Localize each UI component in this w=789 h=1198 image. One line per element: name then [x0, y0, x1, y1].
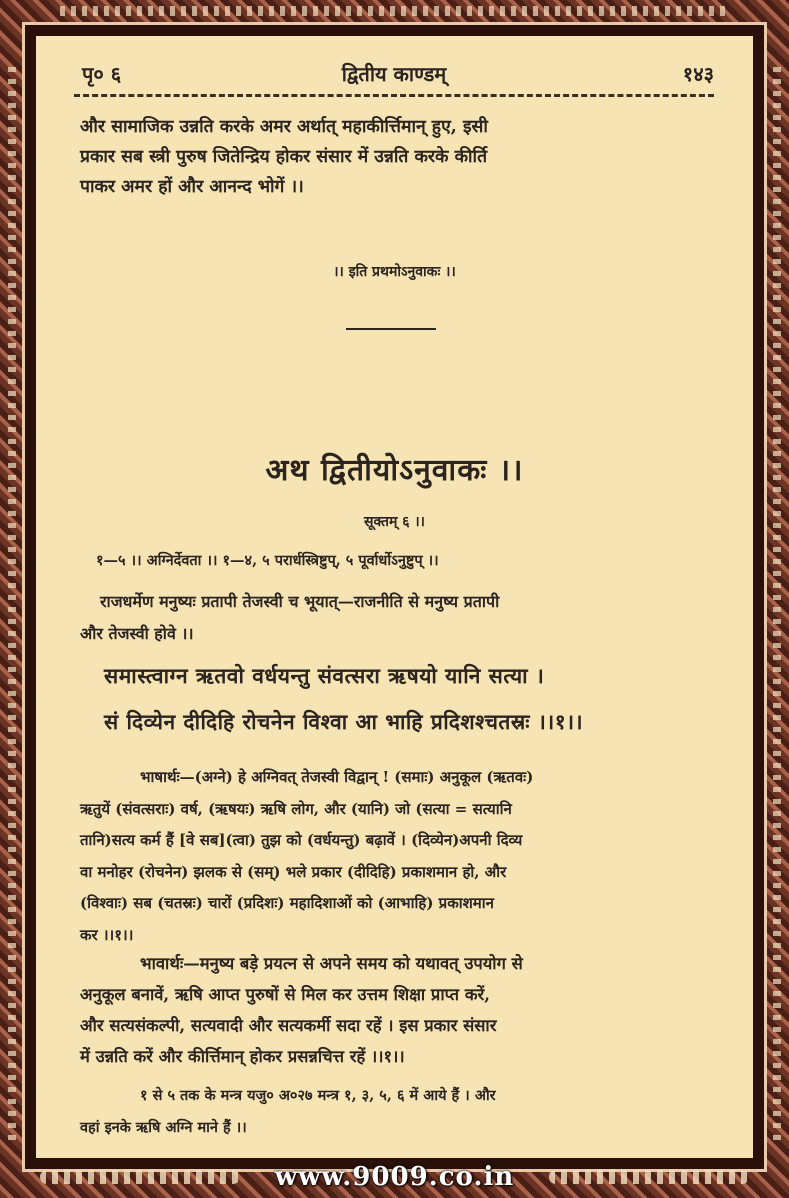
text-line: वहां इनके ऋषि अग्नि माने हैं ।। — [80, 1119, 247, 1136]
text-line: और तेजस्वी होवे ।। — [80, 624, 194, 643]
text-line: और सत्यसंकल्पी, सत्यवादी और सत्यकर्मी सदा रहें । इस प्रकार संसार — [80, 1016, 497, 1035]
text-line: पाकर अमर हों और आनन्द भोगें ।। — [80, 177, 304, 197]
text-line: तानि)सत्य कर्म हैं [वे सब](त्वा) तुझ को (वर्धयन्तु) बढ़ावें । (दिव्येन)अपनी दिव्य — [80, 831, 523, 849]
mantra-line-1: समास्त्वाग्न ऋतवो वर्धयन्तु संवत्सरा ऋषयो यानि सत्या । — [104, 663, 545, 688]
chapter-title: द्वितीय काण्डम् — [341, 62, 447, 86]
text-line: प्रकार सब स्त्री पुरुष जितेन्द्रिय होकर संसार में उन्नति करके कीर्ति — [80, 147, 488, 167]
continued-paragraph — [80, 112, 720, 202]
text-line: १ से ५ तक के मन्त्र यजु० अ०२७ मन्त्र १, ३, ५, ६ में आये हैं । और — [140, 1087, 496, 1104]
section-rule — [346, 328, 436, 330]
text-line: और सामाजिक उन्नति करके अमर अर्थात् महाकीर्त्तिमान् हुए, इसी — [80, 117, 488, 137]
text-line: वा मनोहर (रोचनेन) झलक से (सम्) भले प्रकार (दीदिहि) प्रकाशमान हो, और — [80, 862, 507, 881]
page-header — [74, 60, 714, 90]
text-line: भावार्थः—मनुष्य बड़े प्रयत्न से अपने समय को यथावत् उपयोग से — [140, 954, 523, 973]
text-line: में उन्नति करें और कीर्त्तिमान् होकर प्रसन्नचित्त रहें ।।१।। — [80, 1047, 405, 1066]
section-title: अथ द्वितीयोऽनुवाकः ।। — [265, 453, 524, 488]
header-divider — [74, 94, 714, 97]
page-number-right: १४३ — [682, 62, 714, 86]
footnote-paragraph — [80, 1080, 720, 1144]
book-page — [36, 36, 753, 1158]
page-number-left: पृ० ६ — [82, 62, 122, 86]
rishi-devata-line: १—५ ।। अग्निर्देवता ।। १—४, ५ परार्धस्त्रिष्टुप्, ५ पूर्वार्धोऽनुष्टुप् ।। — [96, 552, 439, 569]
bhavartha-paragraph — [80, 948, 720, 1072]
text-line: कर ।।१।। — [80, 925, 134, 944]
section-end-marker: ।। इति प्रथमोऽनुवाकः ।। — [333, 264, 456, 280]
text-line: राजधर्मेण मनुष्यः प्रतापी तेजस्वी च भूयात्—राजनीति से मनुष्य प्रतापी — [100, 592, 500, 611]
text-line: ऋतुयें (संवत्सराः) वर्ष, (ऋषयः) ऋषि लोग, और (यानि) जो (सत्या = सत्यानि — [80, 799, 512, 818]
text-line: अनुकूल बनावें, ऋषि आप्त पुरुषों से मिल कर उत्तम शिक्षा प्राप्त करें, — [80, 985, 490, 1004]
bhashartha-paragraph — [80, 762, 720, 951]
intro-paragraph — [80, 586, 720, 650]
frame-ornament-right — [773, 60, 781, 1140]
text-line: (विश्वाः) सब (चतस्रः) चारों (प्रदिशः) महादिशाओं को (आभाहि) प्रकाशमान — [80, 894, 494, 912]
frame-ornament-left — [8, 60, 16, 1140]
text-line: भाषार्थः—(अग्ने) हे अग्निवत् तेजस्वी विद्वान् ! (समाः) अनुकूल (ऋतवः) — [140, 768, 534, 786]
mantra-line-2: सं दिव्येन दीदिहि रोचनेन विश्वा आ भाहि प्रदिशश्चतस्रः ।।१।। — [104, 709, 584, 734]
website-watermark: www.9009.co.in — [274, 1162, 515, 1192]
sukta-number: सूक्तम् ६ ।। — [364, 514, 425, 530]
frame-ornament-top — [60, 6, 729, 16]
